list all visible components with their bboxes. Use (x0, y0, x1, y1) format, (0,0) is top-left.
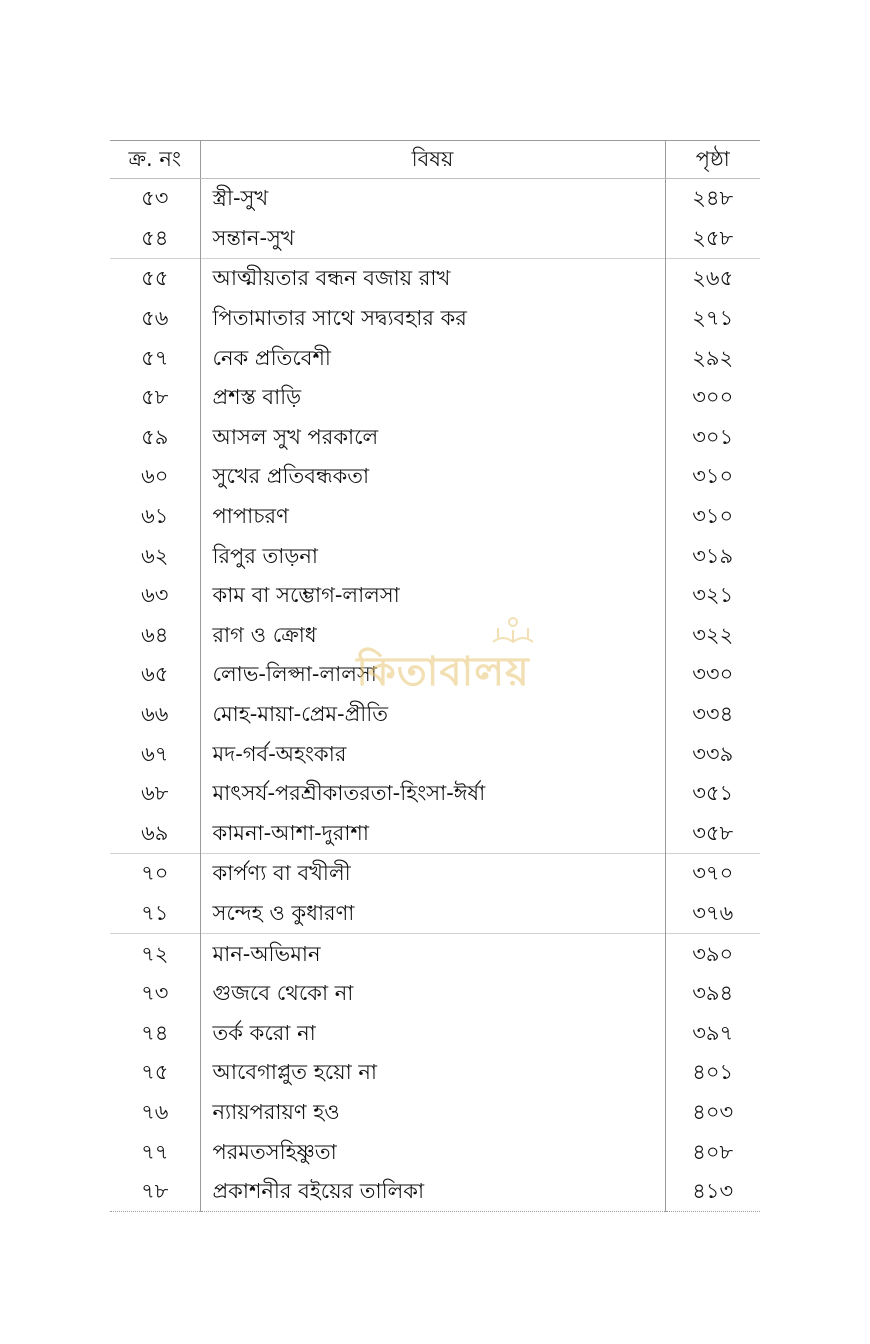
row-subject: সন্দেহ ও কুধারণা (200, 894, 665, 934)
row-serial-number: ৬০ (110, 457, 200, 497)
row-page: ৩৯০ (665, 934, 760, 974)
row-subject: কামনা-আশা-দুরাশা (200, 814, 665, 854)
row-page: ৩৭৬ (692, 900, 734, 925)
row-subject: মোহ-মায়া-প্রেম-প্রীতি (200, 695, 665, 735)
row-page: ২৭১ (692, 306, 734, 331)
table-row (110, 299, 760, 339)
row-subject: পরমতসহিষ্ণুতা (200, 1132, 665, 1172)
table-row (110, 576, 760, 616)
row-page: ৩৯৭ (692, 1020, 734, 1045)
row-page: ৩১৯ (692, 543, 734, 568)
row-subject: প্রকাশনীর বইয়ের তালিকা (200, 1172, 665, 1212)
table-row (110, 774, 760, 814)
table-row (110, 179, 760, 219)
row-subject: তর্ক করো না (200, 1013, 665, 1053)
table-row (110, 338, 760, 378)
row-page: ৩১০ (692, 464, 734, 489)
row-serial-number: ৭৮ (110, 1172, 200, 1212)
row-subject: মাৎসর্য-পরশ্রীকাতরতা-হিংসা-ঈর্ষা (200, 774, 665, 814)
row-page: ৩৩৯ (692, 741, 734, 766)
table-row (110, 934, 760, 974)
row-page: ৩৯৪ (692, 981, 734, 1006)
row-subject: রাগ ও ক্রোধ (200, 616, 665, 656)
table-of-contents (110, 140, 760, 1212)
table-row (110, 378, 760, 418)
header-page: পৃষ্ঠা (665, 141, 760, 179)
row-serial-number: ৫৯ (110, 418, 200, 458)
row-subject: মান-অভিমান (200, 934, 665, 974)
row-subject: নেক প্রতিবেশী (200, 338, 665, 378)
table-row (110, 1053, 760, 1093)
row-serial-number: ৭৪ (110, 1013, 200, 1053)
table-row (110, 457, 760, 497)
row-page: ২৪৮ (692, 186, 734, 211)
row-page: ৩৫৮ (692, 820, 734, 845)
row-page: ২৯২ (692, 345, 734, 370)
row-serial-number: ৭৭ (110, 1132, 200, 1172)
row-page: ৩২১ (692, 583, 734, 608)
row-serial-number: ৬৭ (110, 734, 200, 774)
row-serial-number: ৭৫ (110, 1053, 200, 1093)
row-subject: পিতামাতার সাথে সদ্ব্যবহার কর (200, 299, 665, 339)
row-serial-number: ৫৬ (110, 299, 200, 339)
row-subject: সুখের প্রতিবন্ধকতা (200, 457, 665, 497)
row-serial-number: ৫৪ (110, 219, 200, 259)
table-row (110, 1093, 760, 1133)
watermark-text: কিতাবালয় (356, 649, 530, 695)
row-serial-number: ৭২ (110, 934, 200, 974)
row-serial-number: ৬৩ (110, 576, 200, 616)
row-serial-number: ৬৯ (110, 814, 200, 854)
row-subject: কাম বা সম্ভোগ-লালসা (200, 576, 665, 616)
row-subject: আসল সুখ পরকালে (200, 418, 665, 458)
row-serial-number: ৬২ (110, 536, 200, 576)
row-serial-number: ৬৮ (110, 774, 200, 814)
row-subject: ন্যায়পরায়ণ হও (200, 1093, 665, 1133)
row-page: ৩৫১ (692, 781, 734, 806)
row-subject: রিপুর তাড়না (200, 536, 665, 576)
row-subject: গুজবে থেকো না (200, 974, 665, 1014)
row-page: ৩২২ (692, 622, 734, 647)
row-subject: মদ-গর্ব-অহংকার (200, 734, 665, 774)
row-page: ২৬৫ (665, 259, 760, 299)
table-row (110, 536, 760, 576)
row-serial-number: ৭০ (110, 854, 200, 894)
row-page: ৩৩০ (692, 662, 734, 687)
row-serial-number: ৫৭ (110, 338, 200, 378)
row-subject: প্রশস্ত বাড়ি (200, 378, 665, 418)
header-serial-number: ক্র. নং (110, 141, 200, 179)
table-row (110, 974, 760, 1014)
row-subject: লোভ-লিপ্সা-লালসা (200, 655, 665, 695)
row-serial-number: ৫৮ (110, 378, 200, 418)
row-page: ৩০১ (692, 424, 734, 449)
row-page: ৪০৮ (692, 1139, 734, 1164)
table-row (110, 497, 760, 537)
row-subject: সন্তান-সুখ (200, 219, 665, 259)
table-row (110, 616, 760, 656)
table-row (110, 259, 760, 299)
row-page: ২৫৮ (692, 225, 734, 250)
row-page: ৪০১ (692, 1060, 734, 1085)
row-serial-number: ৭৩ (110, 974, 200, 1014)
row-page: ৪১৩ (665, 1172, 760, 1212)
table-row (110, 734, 760, 774)
row-page: ৩০০ (692, 385, 734, 410)
table-row (110, 418, 760, 458)
row-serial-number: ৫৫ (110, 259, 200, 299)
header-subject: বিষয় (200, 141, 665, 179)
row-subject: পাপাচরণ (200, 497, 665, 537)
table-row (110, 1132, 760, 1172)
row-page: ৩৭০ (665, 854, 760, 894)
row-serial-number: ৬১ (110, 497, 200, 537)
row-serial-number: ৫৩ (110, 179, 200, 219)
row-subject: কার্পণ্য বা বখীলী (200, 854, 665, 894)
row-page: ৩৩৪ (692, 702, 734, 727)
table-row (110, 814, 760, 854)
table-row (110, 695, 760, 735)
table-row (110, 219, 760, 259)
header-row (110, 141, 760, 179)
table-row (110, 894, 760, 934)
row-serial-number: ৬৪ (110, 616, 200, 656)
row-subject: আবেগাপ্লুত হয়ো না (200, 1053, 665, 1093)
table-row (110, 854, 760, 894)
row-subject: আত্মীয়তার বন্ধন বজায় রাখ (200, 259, 665, 299)
table-row (110, 1172, 760, 1212)
row-page: ৪০৩ (692, 1099, 734, 1124)
row-serial-number: ৭১ (110, 894, 200, 934)
row-page: ৩১০ (692, 504, 734, 529)
row-subject: স্ত্রী-সুখ (200, 179, 665, 219)
row-serial-number: ৬৬ (110, 695, 200, 735)
table-row (110, 655, 760, 695)
row-serial-number: ৭৬ (110, 1093, 200, 1133)
row-serial-number: ৬৫ (110, 655, 200, 695)
table-row (110, 1013, 760, 1053)
